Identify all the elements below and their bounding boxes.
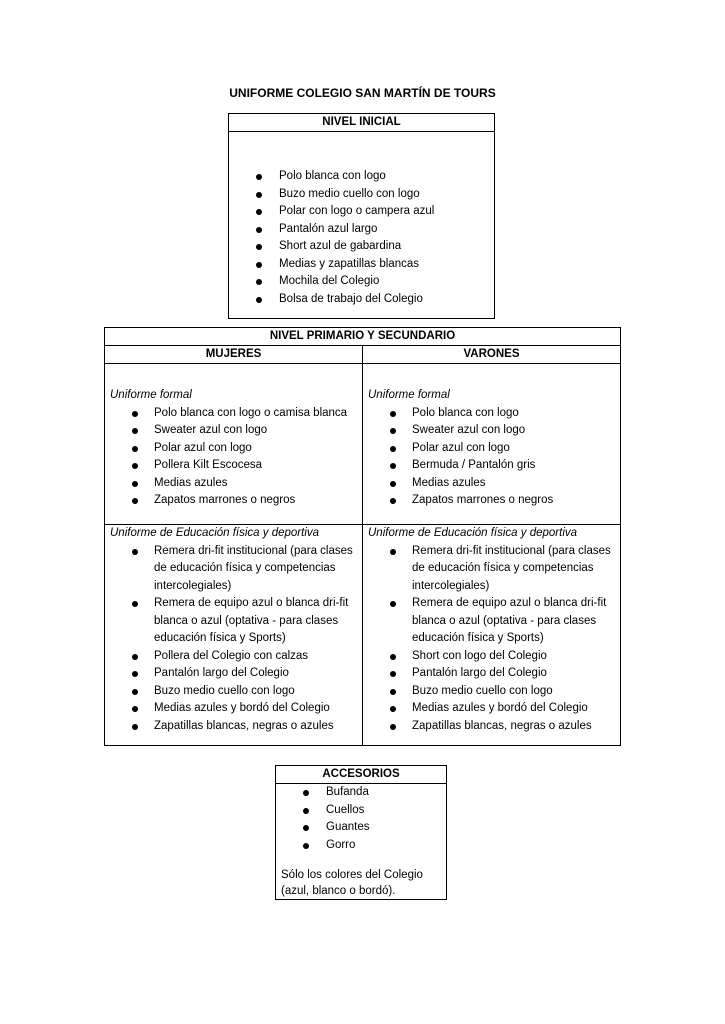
list-item: Zapatos marrones o negros	[105, 492, 362, 510]
list-item: Medias azules	[363, 475, 620, 493]
list-item: Cuellos	[276, 802, 446, 820]
accesorios-table	[275, 765, 447, 900]
list-item: Buzo medio cuello con logo	[363, 683, 620, 701]
list-item: Zapatillas blancas, negras o azules	[363, 718, 620, 736]
list-item: Pantalón largo del Colegio	[363, 665, 620, 683]
list-item: Pollera del Colegio con calzas	[105, 648, 362, 666]
list-item: Medias azules	[105, 475, 362, 493]
list-item: Polo blanca con logo o camisa blanca	[105, 405, 362, 423]
accesorios-cell	[276, 784, 447, 900]
mujeres-pe-cell	[105, 525, 363, 746]
list-item: Zapatos marrones o negros	[363, 492, 620, 510]
varones-formal-list	[363, 405, 620, 510]
varones-pe-list	[363, 543, 620, 736]
list-item: Medias azules y bordó del Colegio	[363, 700, 620, 718]
mujeres-formal-label: Uniforme formal	[110, 389, 192, 401]
list-item: Medias azules y bordó del Colegio	[105, 700, 362, 718]
list-item: Polar azul con logo	[363, 440, 620, 458]
nivel-primario-secundario-header: NIVEL PRIMARIO Y SECUNDARIO	[105, 328, 621, 346]
list-item: Pantalón largo del Colegio	[105, 665, 362, 683]
nivel-inicial-cell	[229, 132, 495, 319]
list-item: Remera de equipo azul o blanca dri-fit blanca o azul (optativa - para clases educación física y Sports)	[105, 595, 362, 648]
document-title: UNIFORME COLEGIO SAN MARTÍN DE TOURS	[229, 86, 496, 100]
accesorios-list	[276, 784, 446, 854]
varones-pe-label: Uniforme de Educación física y deportiva	[368, 527, 578, 539]
list-item: Gorro	[276, 837, 446, 855]
list-item: Bufanda	[276, 784, 446, 802]
varones-pe-cell	[363, 525, 621, 746]
list-item: Remera dri-fit institucional (para clases de educación física y competencias intercolegiales)	[363, 543, 620, 596]
accesorios-note: Sólo los colores del Colegio (azul, blanco o bordó).	[281, 869, 423, 897]
nivel-primario-secundario-table	[104, 327, 621, 746]
mujeres-formal-list	[105, 405, 362, 510]
list-item: Polar azul con logo	[105, 440, 362, 458]
list-item: Polar con logo o campera azul	[229, 203, 494, 221]
list-item: Polo blanca con logo	[229, 168, 494, 186]
list-item: Pollera Kilt Escocesa	[105, 457, 362, 475]
mujeres-formal-cell	[105, 364, 363, 525]
list-item: Remera dri-fit institucional (para clases de educación física y competencias intercolegiales)	[105, 543, 362, 596]
list-item: Remera de equipo azul o blanca dri-fit blanca o azul (optativa - para clases educación física y Sports)	[363, 595, 620, 648]
mujeres-pe-list	[105, 543, 362, 736]
nivel-inicial-header: NIVEL INICIAL	[229, 114, 495, 132]
nivel-inicial-table	[228, 113, 495, 319]
varones-formal-cell	[363, 364, 621, 525]
list-item: Bolsa de trabajo del Colegio	[229, 291, 494, 309]
varones-header: VARONES	[363, 346, 621, 364]
list-item: Zapatillas blancas, negras o azules	[105, 718, 362, 736]
list-item: Guantes	[276, 819, 446, 837]
list-item: Short con logo del Colegio	[363, 648, 620, 666]
list-item: Polo blanca con logo	[363, 405, 620, 423]
list-item: Pantalón azul largo	[229, 221, 494, 239]
list-item: Buzo medio cuello con logo	[229, 186, 494, 204]
list-item: Short azul de gabardina	[229, 238, 494, 256]
list-item: Bermuda / Pantalón gris	[363, 457, 620, 475]
list-item: Mochila del Colegio	[229, 273, 494, 291]
mujeres-header: MUJERES	[105, 346, 363, 364]
accesorios-header: ACCESORIOS	[276, 766, 447, 784]
list-item: Buzo medio cuello con logo	[105, 683, 362, 701]
list-item: Sweater azul con logo	[363, 422, 620, 440]
varones-formal-label: Uniforme formal	[368, 389, 450, 401]
list-item: Sweater azul con logo	[105, 422, 362, 440]
mujeres-pe-label: Uniforme de Educación física y deportiva	[110, 527, 320, 539]
nivel-inicial-list	[229, 132, 494, 308]
list-item: Medias y zapatillas blancas	[229, 256, 494, 274]
